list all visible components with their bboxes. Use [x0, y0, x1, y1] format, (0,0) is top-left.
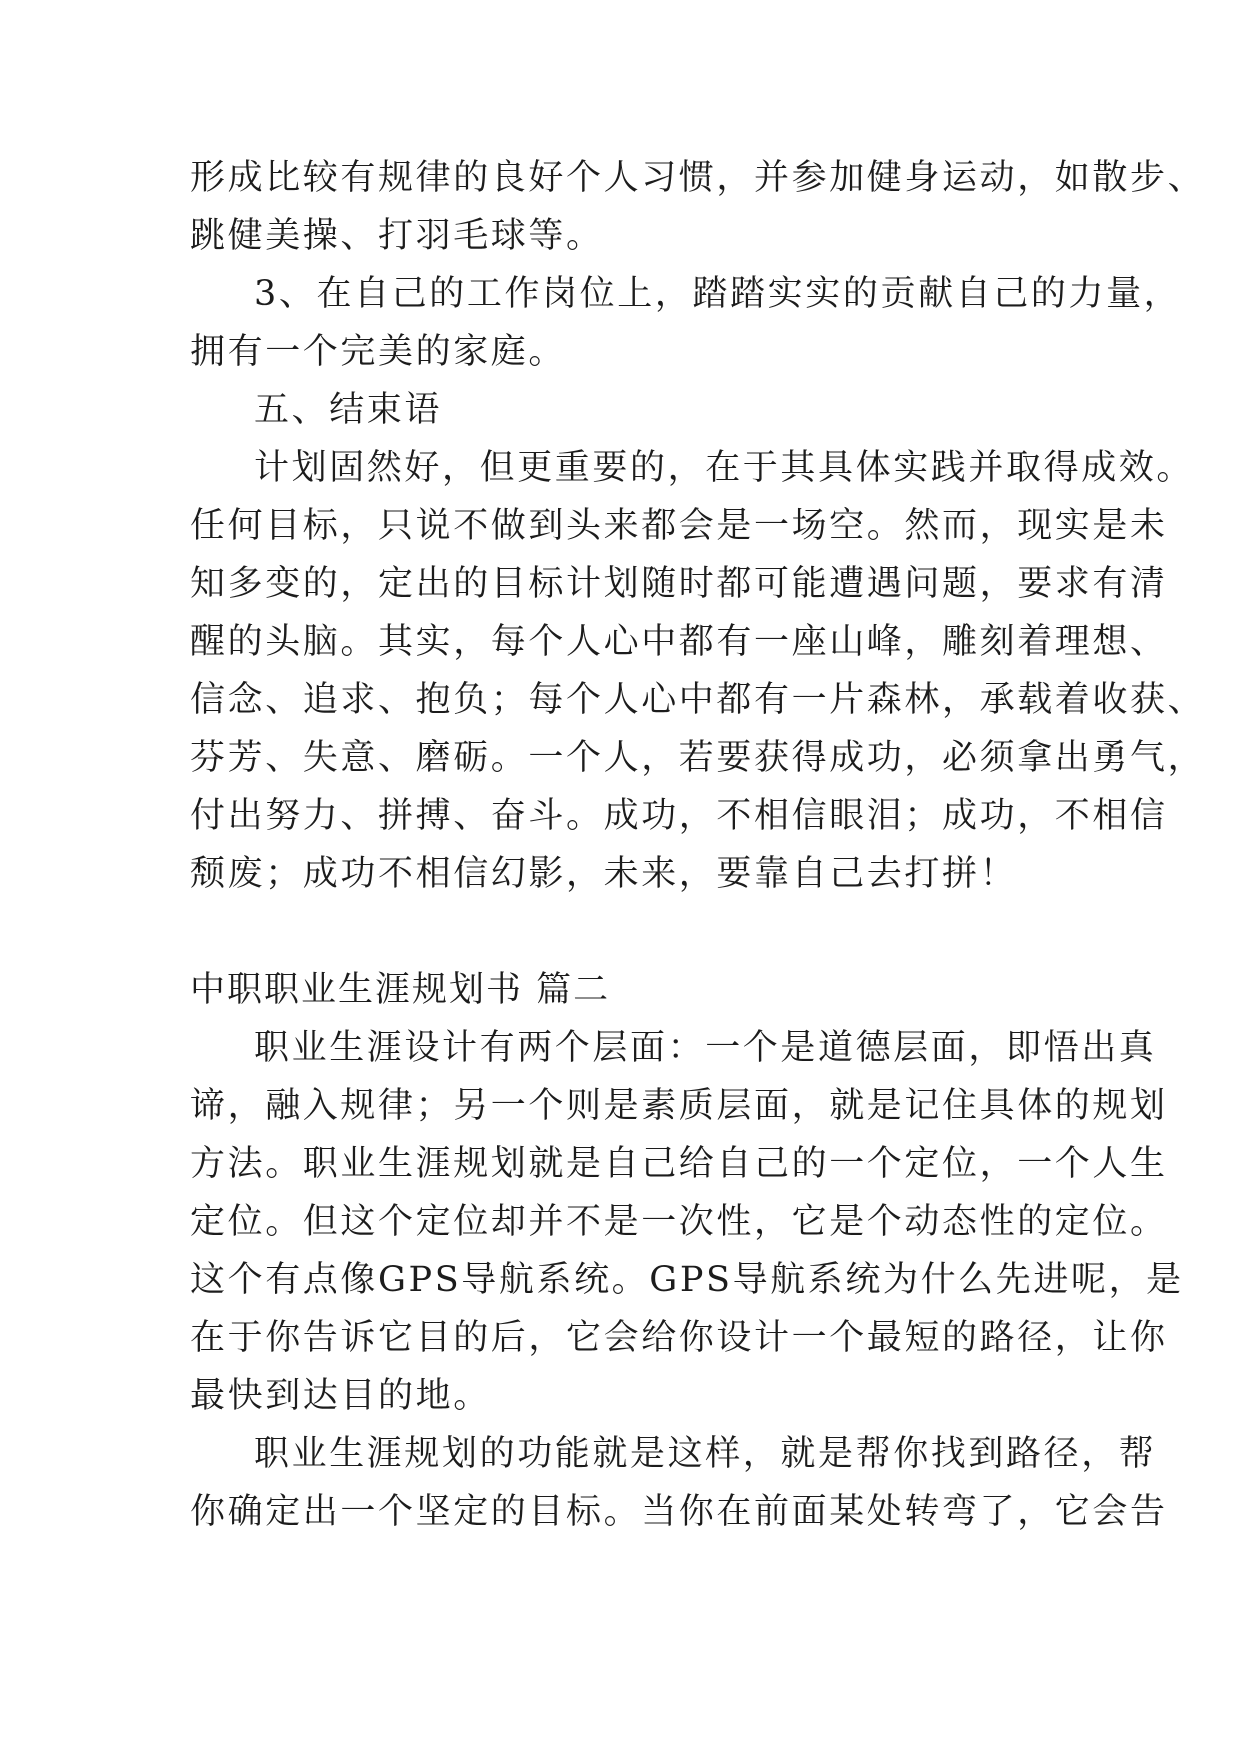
paragraph-conclusion-line-1: 计划固然好，但更重要的，在于其具体实践并取得成效。 [254, 448, 1195, 488]
paragraph-habits-line-1: 形成比较有规律的良好个人习惯，并参加健身运动，如散步、 [190, 158, 1206, 198]
section-heading-part2: 中职职业生涯规划书 篇二 [190, 970, 611, 1010]
paragraph-part2-1-line-6: 在于你告诉它目的后，它会给你设计一个最短的路径，让你 [190, 1318, 1168, 1358]
paragraph-part2-2-line-2: 你确定出一个坚定的目标。当你在前面某处转弯了，它会告 [190, 1492, 1168, 1532]
paragraph-part2-1-line-2: 谛，融入规律；另一个则是素质层面，就是记住具体的规划 [190, 1086, 1168, 1126]
paragraph-part2-1-line-3: 方法。职业生涯规划就是自己给自己的一个定位，一个人生 [190, 1144, 1168, 1184]
paragraph-conclusion-line-3: 知多变的，定出的目标计划随时都可能遭遇问题，要求有清 [190, 564, 1168, 604]
paragraph-part2-1-line-1: 职业生涯设计有两个层面：一个是道德层面，即悟出真 [254, 1028, 1157, 1068]
paragraph-conclusion-line-7: 付出努力、拼搏、奋斗。成功，不相信眼泪；成功，不相信 [190, 796, 1168, 836]
paragraph-part2-1-line-5: 这个有点像GPS导航系统。GPS导航系统为什么先进呢，是 [190, 1260, 1184, 1300]
paragraph-point3-line-1: 3、在自己的工作岗位上，踏踏实实的贡献自己的力量， [254, 274, 1182, 314]
paragraph-conclusion-line-6: 芬芳、失意、磨砺。一个人，若要获得成功，必须拿出勇气， [190, 738, 1206, 778]
paragraph-part2-1-line-4: 定位。但这个定位却并不是一次性，它是个动态性的定位。 [190, 1202, 1168, 1242]
paragraph-part2-1-line-7: 最快到达目的地。 [190, 1376, 491, 1416]
section-heading-conclusion: 五、结束语 [254, 390, 443, 430]
paragraph-part2-2-line-1: 职业生涯规划的功能就是这样，就是帮你找到路径，帮 [254, 1434, 1157, 1474]
paragraph-conclusion-line-2: 任何目标，只说不做到头来都会是一场空。然而，现实是未 [190, 506, 1168, 546]
paragraph-conclusion-line-5: 信念、追求、抱负；每个人心中都有一片森林，承载着收获、 [190, 680, 1206, 720]
paragraph-conclusion-line-4: 醒的头脑。其实，每个人心中都有一座山峰，雕刻着理想、 [190, 622, 1168, 662]
paragraph-conclusion-line-8: 颓废；成功不相信幻影，未来，要靠自己去打拼！ [190, 854, 1018, 894]
paragraph-point3-line-2: 拥有一个完美的家庭。 [190, 332, 567, 372]
paragraph-habits-line-2: 跳健美操、打羽毛球等。 [190, 216, 604, 256]
